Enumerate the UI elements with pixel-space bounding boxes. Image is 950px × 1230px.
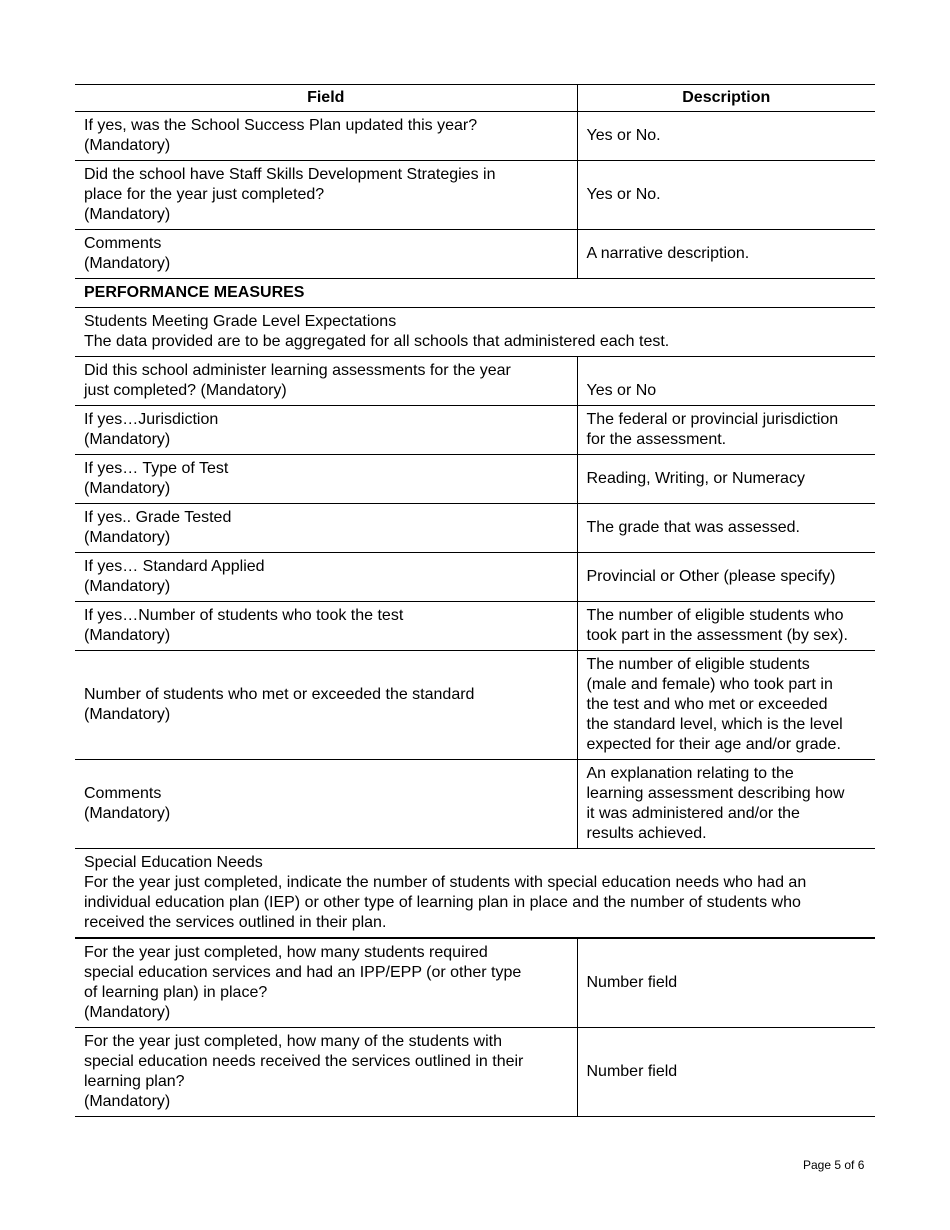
field-cell bbox=[75, 230, 577, 279]
text-line: the test and who met or exceeded bbox=[586, 696, 828, 713]
field-cell bbox=[75, 406, 577, 455]
text-line: If yes, was the School Success Plan updated this year? bbox=[84, 117, 478, 134]
table-body bbox=[75, 112, 875, 1117]
text-line: For the year just completed, how many students required bbox=[84, 944, 488, 961]
field-cell bbox=[75, 602, 577, 651]
table-row bbox=[75, 112, 875, 161]
field-column-header: Field bbox=[75, 85, 577, 112]
text-line: The number of eligible students bbox=[586, 656, 810, 673]
description-cell bbox=[577, 112, 875, 161]
table-header-row bbox=[75, 85, 875, 112]
text-line: Number field bbox=[586, 1063, 678, 1080]
text-line: expected for their age and/or grade. bbox=[586, 736, 841, 753]
table-row bbox=[75, 553, 875, 602]
text-line: it was administered and/or the bbox=[586, 805, 800, 822]
text-line: special education services and had an IPP/EPP (or other type bbox=[84, 964, 522, 981]
table-row bbox=[75, 1028, 875, 1117]
special-education-needs-note bbox=[75, 849, 875, 939]
description-cell bbox=[577, 651, 875, 760]
text-line: Comments bbox=[84, 785, 162, 802]
text-line: (Mandatory) bbox=[84, 1093, 171, 1110]
text-line: (male and female) who took part in bbox=[586, 676, 833, 693]
table-row bbox=[75, 938, 875, 1028]
grade-level-expectations-note bbox=[75, 308, 875, 357]
text-line: (Mandatory) bbox=[84, 578, 171, 595]
text-line: If yes…Number of students who took the test bbox=[84, 607, 404, 624]
document-page bbox=[75, 84, 875, 1117]
text-line: results achieved. bbox=[586, 825, 707, 842]
field-cell bbox=[75, 1028, 577, 1117]
description-cell bbox=[577, 1028, 875, 1117]
text-line: The data provided are to be aggregated for all schools that administered each test. bbox=[84, 333, 670, 350]
table-row bbox=[75, 455, 875, 504]
text-line: (Mandatory) bbox=[84, 627, 171, 644]
description-cell bbox=[577, 455, 875, 504]
text-line: for the assessment. bbox=[586, 431, 727, 448]
text-line: individual education plan (IEP) or other type of learning plan in place and the number of students who bbox=[84, 894, 801, 911]
field-cell bbox=[75, 455, 577, 504]
description-cell bbox=[577, 760, 875, 849]
table-row bbox=[75, 357, 875, 406]
text-line: If yes… Standard Applied bbox=[84, 558, 265, 575]
text-line: Reading, Writing, or Numeracy bbox=[586, 470, 805, 487]
text-line: place for the year just completed? bbox=[84, 186, 325, 203]
special-education-needs-note-row bbox=[75, 849, 875, 939]
description-cell bbox=[577, 406, 875, 455]
text-line: Yes or No. bbox=[586, 186, 661, 203]
field-cell bbox=[75, 357, 577, 406]
text-line: (Mandatory) bbox=[84, 1004, 171, 1021]
text-line: (Mandatory) bbox=[84, 137, 171, 154]
text-line: (Mandatory) bbox=[84, 431, 171, 448]
field-cell bbox=[75, 651, 577, 760]
field-cell bbox=[75, 760, 577, 849]
text-line: (Mandatory) bbox=[84, 480, 171, 497]
text-line: Number field bbox=[586, 974, 678, 991]
text-line: Did the school have Staff Skills Development Strategies in bbox=[84, 166, 496, 183]
text-line: the standard level, which is the level bbox=[586, 716, 843, 733]
description-cell bbox=[577, 161, 875, 230]
description-cell bbox=[577, 230, 875, 279]
text-line: For the year just completed, how many of the students with bbox=[84, 1033, 502, 1050]
table-row bbox=[75, 760, 875, 849]
table-row bbox=[75, 406, 875, 455]
text-line: Special Education Needs bbox=[84, 854, 263, 871]
page-number: Page 5 of 6 bbox=[803, 1158, 865, 1172]
text-line: (Mandatory) bbox=[84, 529, 171, 546]
text-line: (Mandatory) bbox=[84, 206, 171, 223]
text-line: special education needs received the services outlined in their bbox=[84, 1053, 524, 1070]
table-row bbox=[75, 504, 875, 553]
text-line: learning assessment describing how bbox=[586, 785, 845, 802]
text-line: of learning plan) in place? bbox=[84, 984, 268, 1001]
text-line: took part in the assessment (by sex). bbox=[586, 627, 848, 644]
text-line: Students Meeting Grade Level Expectations bbox=[84, 313, 397, 330]
description-cell bbox=[577, 504, 875, 553]
description-column-header: Description bbox=[577, 85, 875, 112]
text-line: If yes… Type of Test bbox=[84, 460, 229, 477]
text-line: If yes.. Grade Tested bbox=[84, 509, 232, 526]
table-row bbox=[75, 651, 875, 760]
text-line: For the year just completed, indicate the number of students with special education needs who had an bbox=[84, 874, 807, 891]
text-line: (Mandatory) bbox=[84, 706, 171, 723]
grade-level-expectations-note-row bbox=[75, 308, 875, 357]
section-heading-performance-measures-row bbox=[75, 279, 875, 308]
field-cell bbox=[75, 553, 577, 602]
text-line: If yes…Jurisdiction bbox=[84, 411, 219, 428]
text-line: The grade that was assessed. bbox=[586, 519, 800, 536]
text-line: Number of students who met or exceeded the standard bbox=[84, 686, 475, 703]
text-line: Comments bbox=[84, 235, 162, 252]
text-line: received the services outlined in their plan. bbox=[84, 914, 387, 931]
text-line: Yes or No. bbox=[586, 127, 661, 144]
table-row bbox=[75, 161, 875, 230]
description-cell bbox=[577, 602, 875, 651]
text-line: (Mandatory) bbox=[84, 805, 171, 822]
field-cell bbox=[75, 504, 577, 553]
text-line: The federal or provincial jurisdiction bbox=[586, 411, 839, 428]
text-line: Did this school administer learning assessments for the year bbox=[84, 362, 511, 379]
text-line: (Mandatory) bbox=[84, 255, 171, 272]
field-cell bbox=[75, 938, 577, 1028]
description-cell bbox=[577, 938, 875, 1028]
table-row bbox=[75, 230, 875, 279]
field-cell bbox=[75, 112, 577, 161]
description-cell bbox=[577, 553, 875, 602]
table-row bbox=[75, 602, 875, 651]
text-line: learning plan? bbox=[84, 1073, 185, 1090]
description-cell bbox=[577, 357, 875, 406]
section-heading-performance-measures: PERFORMANCE MEASURES bbox=[75, 279, 875, 308]
text-line: An explanation relating to the bbox=[586, 765, 794, 782]
field-description-table bbox=[75, 84, 875, 1117]
text-line: A narrative description. bbox=[586, 245, 750, 262]
field-cell bbox=[75, 161, 577, 230]
text-line: Provincial or Other (please specify) bbox=[586, 568, 836, 585]
text-line: just completed? (Mandatory) bbox=[84, 382, 287, 399]
text-line: Yes or No bbox=[586, 382, 657, 399]
text-line: The number of eligible students who bbox=[586, 607, 844, 624]
